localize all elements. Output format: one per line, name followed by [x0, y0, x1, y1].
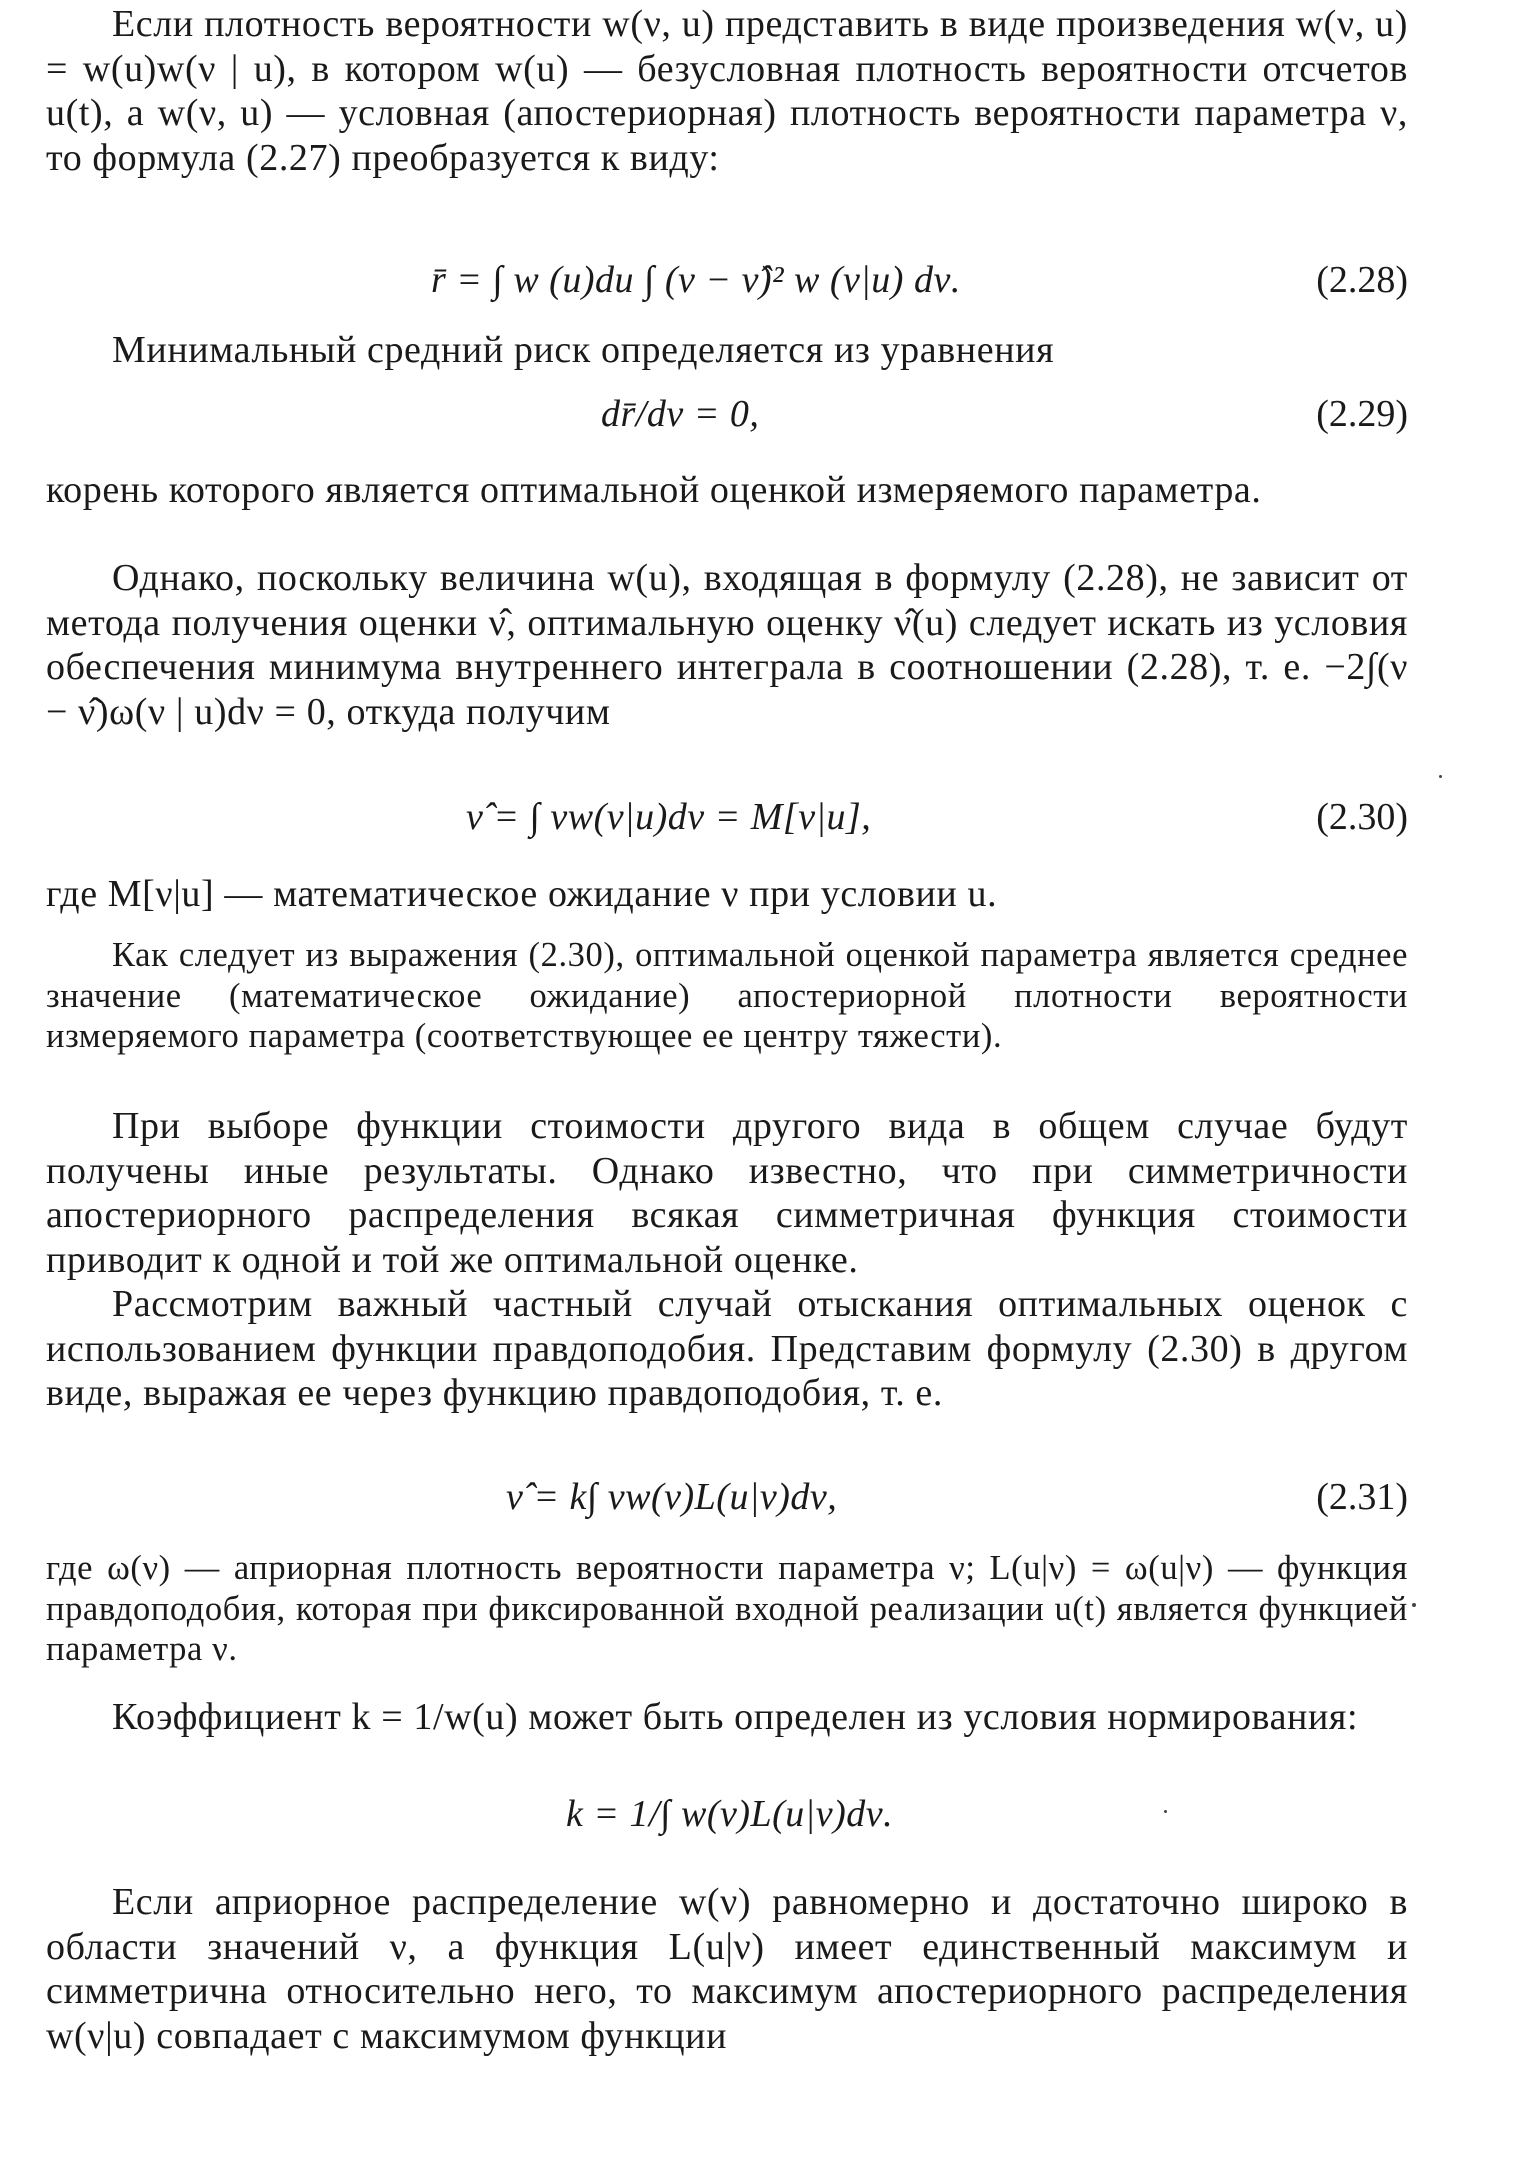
equation-formula: dr̄/dν = 0, [601, 393, 760, 435]
equation-formula: ν̂ = ∫ νw(ν|u)dν = M[ν|u], [466, 796, 872, 838]
paragraph-cost-function: При выборе функции стоимости другого вида в общем случае будут получены иные результаты. Однако известно, что при симметричности апостериорного распределения всякая симметричная функция стоимости приводит к одной и той же оптимальной оценке. [46, 1105, 1408, 1281]
equation-number: (2.31) [1316, 1476, 1408, 1518]
equation-normalization [46, 1792, 1408, 1852]
equation-2-31 [46, 1475, 1408, 1535]
paragraph-prior-density: где ω(ν) — априорная плотность вероятности параметра ν; L(u|ν) = ω(u|ν) — функция правдоподобия, которая при фиксированной входной реализации u(t) является функцией параметра ν. [46, 1549, 1408, 1668]
equation-2-29 [46, 392, 1408, 452]
print-speck [1164, 1810, 1167, 1813]
equation-formula: ν̂ = k∫ νw(ν)L(u|ν)dν, [506, 1476, 838, 1518]
paragraph-likelihood: Рассмотрим важный частный случай отыскания оптимальных оценок с использованием функции правдоподобия. Представим формулу (2.30) в другом виде, выражая ее через функцию правдоподобия, т. е. [46, 1283, 1408, 1414]
print-speck [1412, 1603, 1416, 1607]
equation-number: (2.30) [1316, 796, 1408, 838]
paragraph-inner-integral: Однако, поскольку величина w(u), входящая в формулу (2.28), не зависит от метода получения оценки ν̂, оптимальную оценку ν̂(u) следует искать из условия обеспечения минимума внутреннего интеграла в соотношении (2.28), т. е. −2∫(ν − ν̂)ω(ν | u)dν = 0, откуда получим [46, 557, 1408, 733]
paragraph-density-factorization: Если плотность вероятности w(ν, u) представить в виде произведения w(ν, u) = w(u)w(ν | u), в котором w(u) — безусловная плотность вероятности отсчетов u(t), а w(ν, u) — условная (апостериорная) плотность вероятности параметра ν, то формула (2.27) преобразуется к виду: [46, 3, 1408, 179]
paragraph-prior-uniform: Если априорное распределение w(ν) равномерно и достаточно широко в области значений ν, а функция L(u|ν) имеет единственный максимум и симметрична относительно него, то максимум апостериорного распределения w(ν|u) совпадает с максимумом функции [46, 1881, 1408, 2057]
paragraph-root-estimate: корень которого является оптимальной оценкой измеряемого параметра. [46, 469, 1262, 511]
equation-formula: k = 1/∫ w(ν)L(u|ν)dν. [566, 1793, 894, 1835]
print-speck [1439, 775, 1442, 778]
equation-formula: r̄ = ∫ w (u)du ∫ (ν − ν̂)² w (ν|u) dν. [431, 259, 961, 301]
paragraph-normalization: Коэффициент k = 1/w(u) может быть определен из условия нормирования: [112, 1696, 1359, 1738]
paragraph-min-risk: Минимальный средний риск определяется из уравнения [112, 329, 1055, 371]
equation-number: (2.28) [1316, 259, 1408, 301]
equation-2-28 [46, 258, 1408, 318]
equation-number: (2.29) [1316, 393, 1408, 435]
paragraph-expectation-note: где M[ν|u] — математическое ожидание ν при условии u. [46, 873, 998, 915]
equation-2-30 [46, 795, 1408, 855]
paragraph-mean-estimate: Как следует из выражения (2.30), оптимальной оценкой параметра является среднее значение (математическое ожидание) апостериорной плотности вероятности измеряемого параметра (соответствующее ее центру тяжести). [46, 936, 1408, 1055]
book-page [46, 0, 1408, 2165]
